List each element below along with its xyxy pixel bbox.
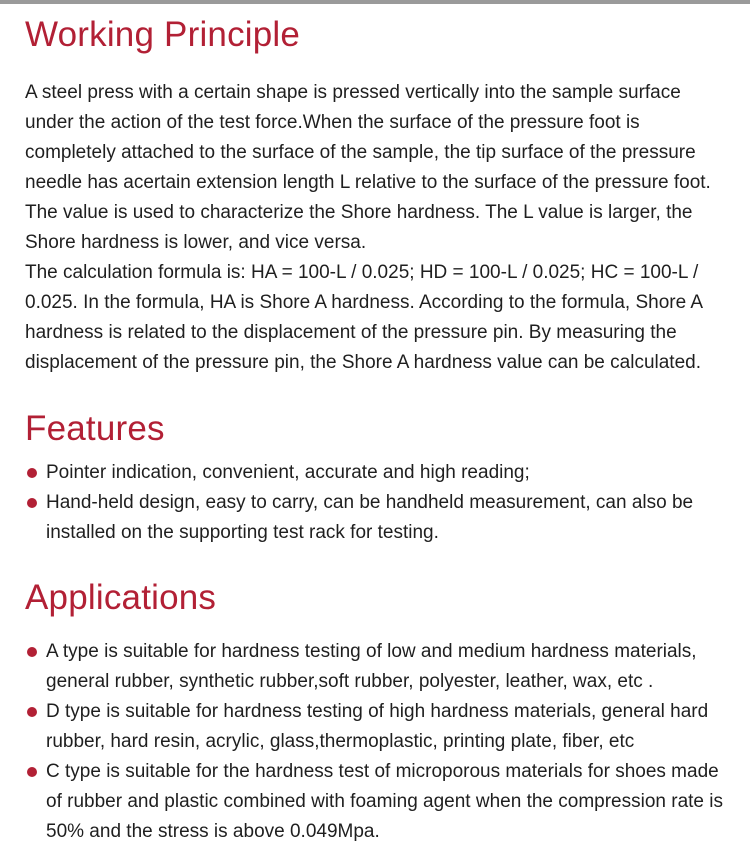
- applications-list: [25, 637, 725, 847]
- list-item: [25, 637, 725, 697]
- list-item: [25, 488, 725, 548]
- features-list: [25, 458, 725, 548]
- section-title-working-principle: Working Principle: [25, 15, 301, 54]
- bullet-dot-icon: [27, 647, 37, 657]
- bullet-dot-icon: [27, 498, 37, 508]
- list-item-text: Pointer indication, convenient, accurate and high reading;: [46, 462, 530, 483]
- list-item-text: A type is suitable for hardness testing of low and medium hardness materials, general rubber, synthetic rubber,soft rubber, polyester, leather, wax, etc .: [46, 641, 697, 692]
- bullet-dot-icon: [27, 468, 37, 478]
- section-title-applications: Applications: [25, 578, 217, 617]
- list-item-text: Hand-held design, easy to carry, can be handheld measurement, can also be installed on the supporting test rack for testing.: [46, 492, 694, 543]
- bullet-dot-icon: [27, 767, 37, 777]
- top-divider-bar: [0, 0, 750, 4]
- bullet-dot-icon: [27, 707, 37, 717]
- working-principle-paragraph-2: The calculation formula is: HA = 100-L / 0.025; HD = 100-L / 0.025; HC = 100-L / 0.025. In the formula, HA is Shore A hardness. According to the formula, Shore A hardness is related to the displacement of the pressure pin. By measuring the displacement of the pressure pin, the Shore A hardness value can be calculated.: [25, 262, 703, 373]
- list-item: [25, 697, 725, 757]
- list-item: [25, 458, 725, 488]
- list-item: [25, 757, 725, 847]
- list-item-text: D type is suitable for hardness testing of high hardness materials, general hard rubber, hard resin, acrylic, glass,thermoplastic, printing plate, fiber, etc: [46, 701, 709, 752]
- page-content: [0, 14, 750, 847]
- working-principle-paragraph-1: A steel press with a certain shape is pressed vertically into the sample surface under the action of the test force.When the surface of the pressure foot is completely attached to the surface of the sample, the tip surface of the pressure needle has acertain extension length L relative to the surface of the pressure foot. The value is used to characterize the Shore hardness. The L value is larger, the Shore hardness is lower, and vice versa.: [25, 82, 711, 253]
- section-title-features: Features: [25, 409, 165, 448]
- list-item-text: C type is suitable for the hardness test of microporous materials for shoes made of rubber and plastic combined with foaming agent when the compression rate is 50% and the stress is above 0.049Mpa.: [46, 761, 723, 842]
